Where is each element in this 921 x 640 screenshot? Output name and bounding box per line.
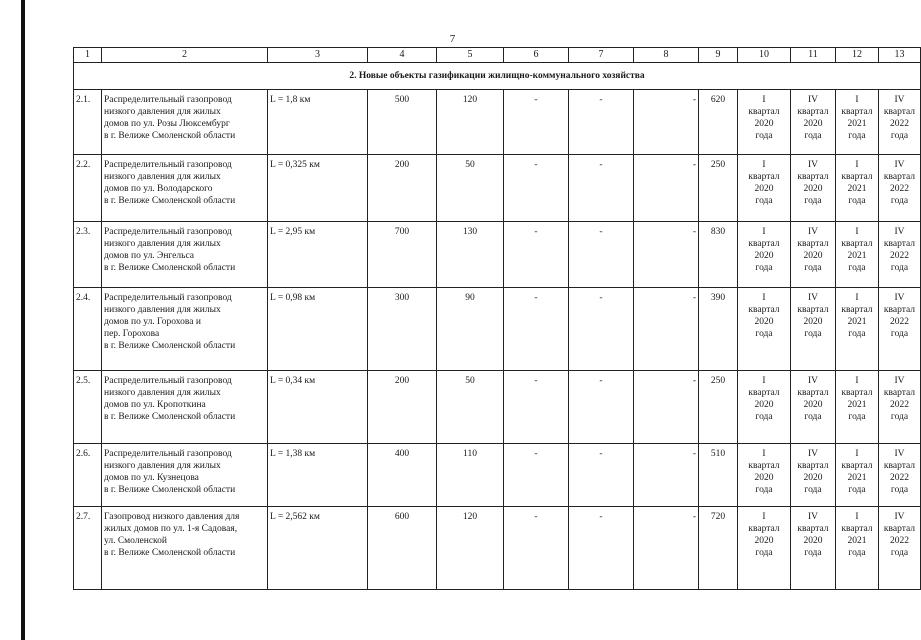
- quarter-line: 2020: [754, 400, 774, 410]
- value-cell: -: [504, 222, 569, 288]
- quarter-line: IV: [894, 95, 905, 105]
- quarter-line: года: [890, 196, 909, 206]
- quarter-line: 2020: [803, 473, 823, 483]
- object-name-line: домов по ул. Кузнецова: [104, 473, 199, 483]
- quarter-line: квартал: [883, 107, 916, 117]
- value-cell: -: [634, 90, 699, 155]
- quarter-line: квартал: [883, 305, 916, 315]
- value-cell: -: [634, 371, 699, 444]
- value-cell: -: [634, 444, 699, 507]
- object-name-line: в г. Велиже Смоленской области: [104, 412, 236, 422]
- value-cell: -: [504, 444, 569, 507]
- quarter-line: квартал: [748, 107, 780, 117]
- quarter-cell: [879, 288, 921, 371]
- quarter-line: года: [890, 485, 909, 495]
- quarter-line: года: [755, 485, 773, 495]
- quarter-line: года: [804, 485, 822, 495]
- object-name-line: в г. Велиже Смоленской области: [104, 485, 236, 495]
- quarter-line: I: [855, 449, 859, 459]
- value-cell: 300: [368, 288, 437, 371]
- object-name-line: низкого давления для жилых: [104, 107, 221, 117]
- quarter-line: квартал: [841, 524, 873, 534]
- quarter-line: IV: [807, 512, 819, 522]
- quarter-line: 2021: [847, 251, 867, 261]
- quarter-line: 2021: [847, 400, 867, 410]
- object-name-line: в г. Велиже Смоленской области: [104, 263, 236, 273]
- value-cell: -: [569, 222, 634, 288]
- total-cell: 620: [699, 90, 738, 155]
- object-name-line: пер. Горохова: [104, 329, 160, 339]
- quarter-line: IV: [807, 95, 819, 105]
- pipeline-length: L = 0,34 км: [268, 371, 368, 444]
- quarter-cell: [738, 288, 791, 371]
- quarter-line: IV: [894, 376, 905, 386]
- quarter-line: квартал: [748, 172, 780, 182]
- quarter-cell: [836, 444, 879, 507]
- quarter-line: I: [762, 160, 766, 170]
- object-name-line: Распределительный газопровод: [104, 95, 232, 105]
- quarter-line: года: [848, 131, 866, 141]
- quarter-line: IV: [894, 449, 905, 459]
- quarter-cell: [738, 222, 791, 288]
- quarter-line: квартал: [797, 239, 829, 249]
- quarter-line: года: [755, 548, 773, 558]
- quarter-line: 2021: [847, 317, 867, 327]
- quarter-line: I: [762, 376, 766, 386]
- value-cell: 200: [368, 155, 437, 222]
- header-cell: 2: [102, 48, 268, 63]
- table-row: [74, 371, 921, 444]
- object-name-line: низкого давления для жилых: [104, 305, 221, 315]
- quarter-line: года: [848, 548, 866, 558]
- quarter-line: квартал: [748, 239, 780, 249]
- quarter-line: I: [762, 293, 766, 303]
- value-cell: -: [504, 90, 569, 155]
- object-name: [102, 288, 268, 371]
- quarter-line: I: [762, 227, 766, 237]
- object-name-line: в г. Велиже Смоленской области: [104, 196, 236, 206]
- quarter-line: 2022: [890, 119, 909, 129]
- header-cell: 12: [836, 48, 879, 63]
- total-cell: 250: [699, 155, 738, 222]
- object-name-line: низкого давления для жилых: [104, 388, 221, 398]
- quarter-line: I: [855, 160, 859, 170]
- object-name: [102, 371, 268, 444]
- object-name-line: низкого давления для жилых: [104, 172, 221, 182]
- quarter-line: I: [855, 227, 859, 237]
- header-cell: 6: [504, 48, 569, 63]
- quarter-line: 2022: [890, 400, 909, 410]
- quarter-line: 2020: [803, 536, 823, 546]
- quarter-line: года: [848, 412, 866, 422]
- quarter-line: года: [755, 263, 773, 273]
- row-number: 2.5.: [74, 371, 102, 444]
- quarter-line: 2020: [754, 317, 774, 327]
- quarter-line: года: [890, 263, 909, 273]
- quarter-line: 2020: [803, 119, 823, 129]
- quarter-line: года: [848, 263, 866, 273]
- quarter-cell: [738, 507, 791, 590]
- row-number: 2.7.: [74, 507, 102, 590]
- quarter-cell: [836, 507, 879, 590]
- quarter-line: года: [804, 263, 822, 273]
- quarter-cell: [836, 222, 879, 288]
- quarter-cell: [836, 288, 879, 371]
- object-name: [102, 444, 268, 507]
- object-name-line: низкого давления для жилых: [104, 239, 221, 249]
- quarter-cell: [836, 371, 879, 444]
- total-cell: 250: [699, 371, 738, 444]
- quarter-line: года: [890, 548, 909, 558]
- object-name-line: в г. Велиже Смоленской области: [104, 341, 236, 351]
- value-cell: -: [634, 155, 699, 222]
- quarter-line: 2021: [847, 473, 867, 483]
- quarter-line: 2020: [754, 536, 774, 546]
- value-cell: -: [569, 371, 634, 444]
- object-name: [102, 222, 268, 288]
- quarter-cell: [879, 90, 921, 155]
- quarter-cell: [791, 90, 836, 155]
- value-cell: 600: [368, 507, 437, 590]
- value-cell: 50: [437, 155, 504, 222]
- quarter-cell: [836, 90, 879, 155]
- value-cell: -: [504, 371, 569, 444]
- pipeline-length: L = 2,95 км: [268, 222, 368, 288]
- object-name: [102, 155, 268, 222]
- quarter-cell: [791, 371, 836, 444]
- object-name-line: домов по ул. Володарского: [104, 184, 213, 194]
- quarter-cell: [738, 444, 791, 507]
- quarter-line: 2021: [847, 536, 867, 546]
- quarter-line: квартал: [883, 388, 916, 398]
- quarter-line: квартал: [883, 239, 916, 249]
- value-cell: 400: [368, 444, 437, 507]
- quarter-line: года: [755, 196, 773, 206]
- value-cell: 50: [437, 371, 504, 444]
- value-cell: 130: [437, 222, 504, 288]
- quarter-line: года: [848, 329, 866, 339]
- quarter-line: квартал: [841, 305, 873, 315]
- header-cell: 1: [74, 48, 102, 63]
- value-cell: 200: [368, 371, 437, 444]
- quarter-line: I: [762, 95, 766, 105]
- object-name-line: жилых домов по ул. 1-я Садовая,: [104, 524, 238, 534]
- quarter-line: 2020: [754, 473, 774, 483]
- header-cell: 7: [569, 48, 634, 63]
- quarter-line: квартал: [883, 172, 916, 182]
- total-cell: 720: [699, 507, 738, 590]
- header-cell: 8: [634, 48, 699, 63]
- quarter-line: I: [855, 376, 859, 386]
- quarter-line: квартал: [748, 524, 780, 534]
- object-name-line: ул. Смоленской: [104, 536, 168, 546]
- table-row: [74, 155, 921, 222]
- quarter-line: IV: [894, 512, 905, 522]
- quarter-cell: [738, 371, 791, 444]
- value-cell: -: [569, 90, 634, 155]
- section-row: [74, 63, 921, 90]
- row-number: 2.2.: [74, 155, 102, 222]
- row-number: 2.6.: [74, 444, 102, 507]
- quarter-cell: [791, 155, 836, 222]
- quarter-line: 2020: [803, 251, 823, 261]
- value-cell: -: [634, 507, 699, 590]
- quarter-cell: [879, 371, 921, 444]
- quarter-line: 2022: [890, 536, 909, 546]
- quarter-line: квартал: [797, 305, 829, 315]
- pipeline-length: L = 1,38 км: [268, 444, 368, 507]
- object-name: [102, 90, 268, 155]
- quarter-line: квартал: [797, 524, 829, 534]
- table-row: [74, 90, 921, 155]
- quarter-line: квартал: [883, 524, 916, 534]
- object-name-line: в г. Велиже Смоленской области: [104, 548, 236, 558]
- table-row: [74, 444, 921, 507]
- object-name-line: Распределительный газопровод: [104, 160, 232, 170]
- table-body: [74, 48, 921, 590]
- header-cell: 4: [368, 48, 437, 63]
- quarter-line: квартал: [748, 305, 780, 315]
- total-cell: 830: [699, 222, 738, 288]
- object-name-line: в г. Велиже Смоленской области: [104, 131, 236, 141]
- quarter-line: квартал: [841, 107, 873, 117]
- quarter-cell: [879, 444, 921, 507]
- quarter-cell: [791, 222, 836, 288]
- quarter-line: 2020: [803, 400, 823, 410]
- value-cell: 110: [437, 444, 504, 507]
- quarter-line: IV: [894, 293, 905, 303]
- page-number: 7: [449, 33, 456, 45]
- quarter-line: года: [804, 329, 822, 339]
- pipeline-length: L = 2,562 км: [268, 507, 368, 590]
- value-cell: -: [634, 222, 699, 288]
- pipeline-length: L = 1,8 км: [268, 90, 368, 155]
- quarter-line: квартал: [748, 388, 780, 398]
- quarter-line: IV: [807, 227, 819, 237]
- value-cell: 700: [368, 222, 437, 288]
- row-number: 2.4.: [74, 288, 102, 371]
- value-cell: 120: [437, 90, 504, 155]
- pipeline-length: L = 0,98 км: [268, 288, 368, 371]
- quarter-line: I: [855, 293, 859, 303]
- quarter-line: года: [890, 329, 909, 339]
- quarter-line: IV: [807, 376, 819, 386]
- quarter-line: года: [755, 329, 773, 339]
- quarter-cell: [791, 444, 836, 507]
- quarter-line: IV: [807, 449, 819, 459]
- quarter-line: IV: [894, 227, 905, 237]
- header-cell: 9: [699, 48, 738, 63]
- header-cell: 11: [791, 48, 836, 63]
- quarter-line: года: [848, 196, 866, 206]
- value-cell: -: [569, 507, 634, 590]
- value-cell: -: [569, 444, 634, 507]
- row-number: 2.3.: [74, 222, 102, 288]
- table-row: [74, 222, 921, 288]
- quarter-line: года: [848, 485, 866, 495]
- object-name-line: Газопровод низкого давления для: [104, 512, 240, 522]
- header-row: [74, 48, 921, 63]
- quarter-line: 2020: [754, 119, 774, 129]
- object-name-line: низкого давления для жилых: [104, 461, 221, 471]
- table-row: [74, 288, 921, 371]
- gasification-table: [73, 47, 921, 590]
- quarter-line: квартал: [841, 461, 873, 471]
- quarter-line: I: [855, 512, 859, 522]
- quarter-line: квартал: [797, 388, 829, 398]
- row-number: 2.1.: [74, 90, 102, 155]
- quarter-line: года: [804, 196, 822, 206]
- quarter-line: года: [890, 131, 909, 141]
- scan-edge-bar: [21, 0, 25, 640]
- quarter-line: 2020: [754, 184, 774, 194]
- object-name-line: Распределительный газопровод: [104, 293, 232, 303]
- quarter-line: квартал: [797, 172, 829, 182]
- value-cell: -: [504, 288, 569, 371]
- quarter-cell: [738, 90, 791, 155]
- quarter-line: года: [804, 548, 822, 558]
- quarter-cell: [791, 288, 836, 371]
- value-cell: -: [504, 155, 569, 222]
- object-name-line: домов по ул. Энгельса: [104, 251, 195, 261]
- quarter-line: 2022: [890, 317, 909, 327]
- object-name-line: Распределительный газопровод: [104, 449, 232, 459]
- quarter-line: 2020: [803, 317, 823, 327]
- quarter-line: IV: [807, 160, 819, 170]
- quarter-line: квартал: [841, 172, 873, 182]
- object-name-line: домов по ул. Кропоткина: [104, 400, 206, 410]
- quarter-line: квартал: [748, 461, 780, 471]
- object-name: [102, 507, 268, 590]
- table-row: [74, 507, 921, 590]
- quarter-line: IV: [894, 160, 905, 170]
- header-cell: 10: [738, 48, 791, 63]
- quarter-cell: [738, 155, 791, 222]
- quarter-line: 2022: [890, 251, 909, 261]
- value-cell: 500: [368, 90, 437, 155]
- quarter-line: 2022: [890, 473, 909, 483]
- value-cell: -: [634, 288, 699, 371]
- section-title: 2. Новые объекты газификации жилищно-коммунального хозяйства: [74, 63, 921, 90]
- quarter-cell: [879, 507, 921, 590]
- value-cell: -: [569, 288, 634, 371]
- header-cell: 3: [268, 48, 368, 63]
- quarter-line: 2021: [847, 184, 867, 194]
- value-cell: 120: [437, 507, 504, 590]
- total-cell: 390: [699, 288, 738, 371]
- header-cell: 13: [879, 48, 921, 63]
- value-cell: 90: [437, 288, 504, 371]
- quarter-line: 2021: [847, 119, 867, 129]
- total-cell: 510: [699, 444, 738, 507]
- header-cell: 5: [437, 48, 504, 63]
- quarter-line: квартал: [797, 107, 829, 117]
- quarter-cell: [879, 155, 921, 222]
- quarter-line: года: [804, 412, 822, 422]
- quarter-line: квартал: [883, 461, 916, 471]
- quarter-line: года: [804, 131, 822, 141]
- quarter-line: квартал: [841, 388, 873, 398]
- quarter-line: 2022: [890, 184, 909, 194]
- object-name-line: домов по ул. Горохова и: [104, 317, 201, 327]
- object-name-line: Распределительный газопровод: [104, 227, 232, 237]
- pipeline-length: L = 0,325 км: [268, 155, 368, 222]
- quarter-cell: [791, 507, 836, 590]
- quarter-line: квартал: [797, 461, 829, 471]
- quarter-cell: [836, 155, 879, 222]
- quarter-line: 2020: [803, 184, 823, 194]
- value-cell: -: [569, 155, 634, 222]
- quarter-line: года: [755, 131, 773, 141]
- quarter-line: I: [762, 449, 766, 459]
- quarter-line: 2020: [754, 251, 774, 261]
- object-name-line: домов по ул. Розы Люксембург: [104, 119, 230, 129]
- quarter-line: I: [762, 512, 766, 522]
- value-cell: -: [504, 507, 569, 590]
- quarter-line: квартал: [841, 239, 873, 249]
- quarter-cell: [879, 222, 921, 288]
- quarter-line: года: [755, 412, 773, 422]
- object-name-line: Распределительный газопровод: [104, 376, 232, 386]
- quarter-line: I: [855, 95, 859, 105]
- quarter-line: IV: [807, 293, 819, 303]
- quarter-line: года: [890, 412, 909, 422]
